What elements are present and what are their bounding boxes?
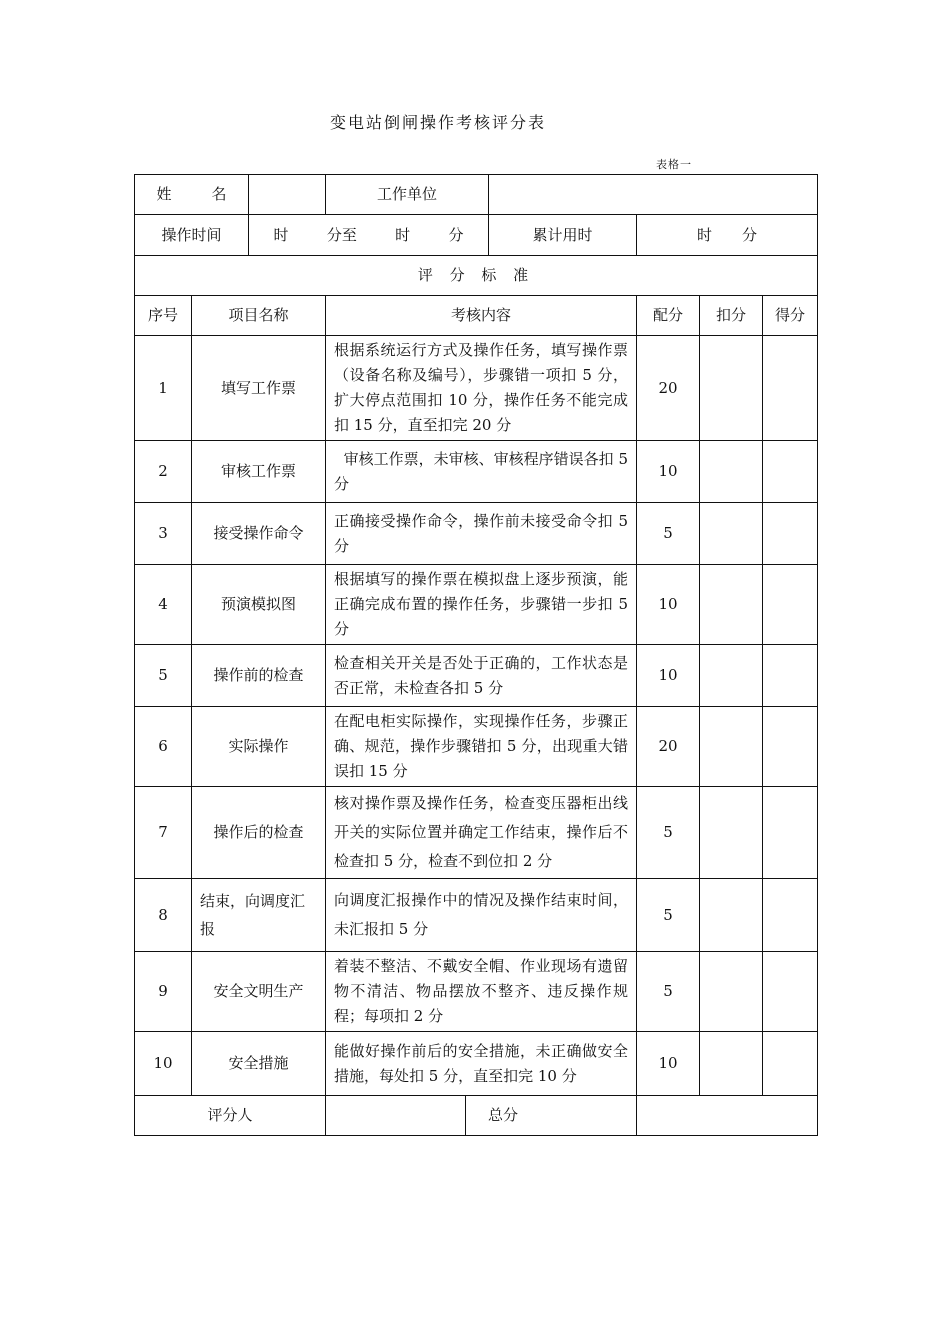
- time-part-hour-end: 时: [395, 225, 411, 244]
- row-earned-cell[interactable]: [763, 503, 818, 565]
- footer-row: [135, 1096, 818, 1136]
- table-row: [135, 1032, 818, 1096]
- row-no: 9: [135, 952, 192, 1032]
- table-row: [135, 336, 818, 441]
- row-deduct-cell[interactable]: [700, 952, 763, 1032]
- col-header-item: 项目名称: [192, 296, 326, 336]
- row-no: 1: [135, 336, 192, 441]
- row-content: 检查相关开关是否处于正确的，工作状态是否正常，未检查各扣 5 分: [326, 645, 637, 707]
- table-row: [135, 952, 818, 1032]
- row-deduct-cell[interactable]: [700, 645, 763, 707]
- scorer-label-cell: 评分人: [135, 1096, 326, 1136]
- row-item: 实际操作: [192, 707, 326, 787]
- table-row: [135, 503, 818, 565]
- row-score: 10: [637, 645, 700, 707]
- section-title-row: [135, 256, 818, 296]
- row-content: 正确接受操作命令，操作前未接受命令扣 5 分: [326, 503, 637, 565]
- section-title-cell: 评 分 标 准: [135, 256, 818, 296]
- row-content: 根据系统运行方式及操作任务，填写操作票（设备名称及编号），步骤错一项扣 5 分，扩大停点范围扣 10 分，操作任务不能完成扣 15 分，直至扣完 20 分: [326, 336, 637, 441]
- row-no: 5: [135, 645, 192, 707]
- row-item: 审核工作票: [192, 441, 326, 503]
- document-title: 变电站倒闸操作考核评分表: [330, 113, 547, 132]
- total-score-value-cell[interactable]: [637, 1096, 818, 1136]
- time-part-hour-start: 时: [273, 225, 289, 244]
- col-header-earned: 得分: [763, 296, 818, 336]
- row-content: 能做好操作前后的安全措施，未正确做安全措施，每处扣 5 分，直至扣完 10 分: [326, 1032, 637, 1096]
- row-deduct-cell[interactable]: [700, 787, 763, 879]
- name-label-char-1: 姓: [156, 185, 172, 203]
- row-item: 操作前的检查: [192, 645, 326, 707]
- row-no: 8: [135, 879, 192, 952]
- table-row: [135, 565, 818, 645]
- header-row-name: [135, 175, 818, 215]
- table-row: [135, 879, 818, 952]
- total-time-minute: 分: [742, 225, 758, 244]
- row-deduct-cell[interactable]: [700, 503, 763, 565]
- row-content: 审核工作票，未审核、审核程序错误各扣 5 分: [326, 441, 637, 503]
- total-score-label: 总分: [488, 1106, 519, 1124]
- row-no: 10: [135, 1032, 192, 1096]
- row-item: 预演模拟图: [192, 565, 326, 645]
- row-earned-cell[interactable]: [763, 441, 818, 503]
- table-row: [135, 707, 818, 787]
- header-row-time: [135, 215, 818, 256]
- op-time-label-cell: 操作时间: [135, 215, 249, 256]
- row-score: 5: [637, 787, 700, 879]
- row-no: 6: [135, 707, 192, 787]
- row-content: 核对操作票及操作任务，检查变压器柜出线开关的实际位置并确定工作结束，操作后不检查扣 5 分，检查不到位扣 2 分: [326, 787, 637, 879]
- row-item: 安全文明生产: [192, 952, 326, 1032]
- total-time-value-cell[interactable]: [637, 215, 818, 256]
- row-score: 5: [637, 503, 700, 565]
- row-earned-cell[interactable]: [763, 645, 818, 707]
- row-score: 10: [637, 1032, 700, 1096]
- row-score: 20: [637, 336, 700, 441]
- row-item: 安全措施: [192, 1032, 326, 1096]
- row-item: 接受操作命令: [192, 503, 326, 565]
- total-time-label-cell: 累计用时: [489, 215, 637, 256]
- name-label-char-2: 名: [211, 185, 227, 203]
- row-earned-cell[interactable]: [763, 787, 818, 879]
- row-score: 20: [637, 707, 700, 787]
- unit-label-cell: 工作单位: [326, 175, 489, 215]
- scorer-value-cell[interactable]: [326, 1096, 466, 1136]
- row-deduct-cell[interactable]: [700, 441, 763, 503]
- row-content: 向调度汇报操作中的情况及操作结束时间，未汇报扣 5 分: [326, 879, 637, 952]
- row-score: 5: [637, 952, 700, 1032]
- row-earned-cell[interactable]: [763, 879, 818, 952]
- row-content: 根据填写的操作票在模拟盘上逐步预演，能正确完成布置的操作任务，步骤错一步扣 5 分: [326, 565, 637, 645]
- row-earned-cell[interactable]: [763, 952, 818, 1032]
- op-time-value-cell[interactable]: [249, 215, 489, 256]
- row-item: 填写工作票: [192, 336, 326, 441]
- row-score: 10: [637, 565, 700, 645]
- table-row: [135, 645, 818, 707]
- table-number-note: 表格一: [656, 158, 692, 171]
- row-score: 5: [637, 879, 700, 952]
- row-earned-cell[interactable]: [763, 707, 818, 787]
- row-deduct-cell[interactable]: [700, 565, 763, 645]
- name-label-cell: [135, 175, 249, 215]
- row-item: 结束，向调度汇报: [192, 879, 326, 952]
- total-time-hour: 时: [697, 225, 713, 244]
- row-score: 10: [637, 441, 700, 503]
- row-no: 7: [135, 787, 192, 879]
- row-earned-cell[interactable]: [763, 565, 818, 645]
- time-part-minute-to: 分至: [326, 225, 357, 244]
- total-score-label-cell: [466, 1096, 637, 1136]
- col-header-deduct: 扣分: [700, 296, 763, 336]
- table-row: [135, 787, 818, 879]
- col-header-content: 考核内容: [326, 296, 637, 336]
- row-earned-cell[interactable]: [763, 1032, 818, 1096]
- row-deduct-cell[interactable]: [700, 879, 763, 952]
- row-item: 操作后的检查: [192, 787, 326, 879]
- row-earned-cell[interactable]: [763, 336, 818, 441]
- row-deduct-cell[interactable]: [700, 707, 763, 787]
- row-content: 着装不整洁、不戴安全帽、作业现场有遗留物不清洁、物品摆放不整齐、违反操作规程；每项扣 2 分: [326, 952, 637, 1032]
- row-deduct-cell[interactable]: [700, 1032, 763, 1096]
- row-no: 3: [135, 503, 192, 565]
- row-no: 2: [135, 441, 192, 503]
- table-row: [135, 441, 818, 503]
- col-header-no: 序号: [135, 296, 192, 336]
- row-no: 4: [135, 565, 192, 645]
- column-header-row: [135, 296, 818, 336]
- row-content: 在配电柜实际操作，实现操作任务，步骤正确、规范，操作步骤错扣 5 分，出现重大错误扣 15 分: [326, 707, 637, 787]
- col-header-score: 配分: [637, 296, 700, 336]
- scoring-table: [134, 174, 818, 1136]
- time-part-minute-end: 分: [448, 225, 464, 244]
- unit-value-cell[interactable]: [489, 175, 818, 215]
- name-value-cell[interactable]: [249, 175, 326, 215]
- row-deduct-cell[interactable]: [700, 336, 763, 441]
